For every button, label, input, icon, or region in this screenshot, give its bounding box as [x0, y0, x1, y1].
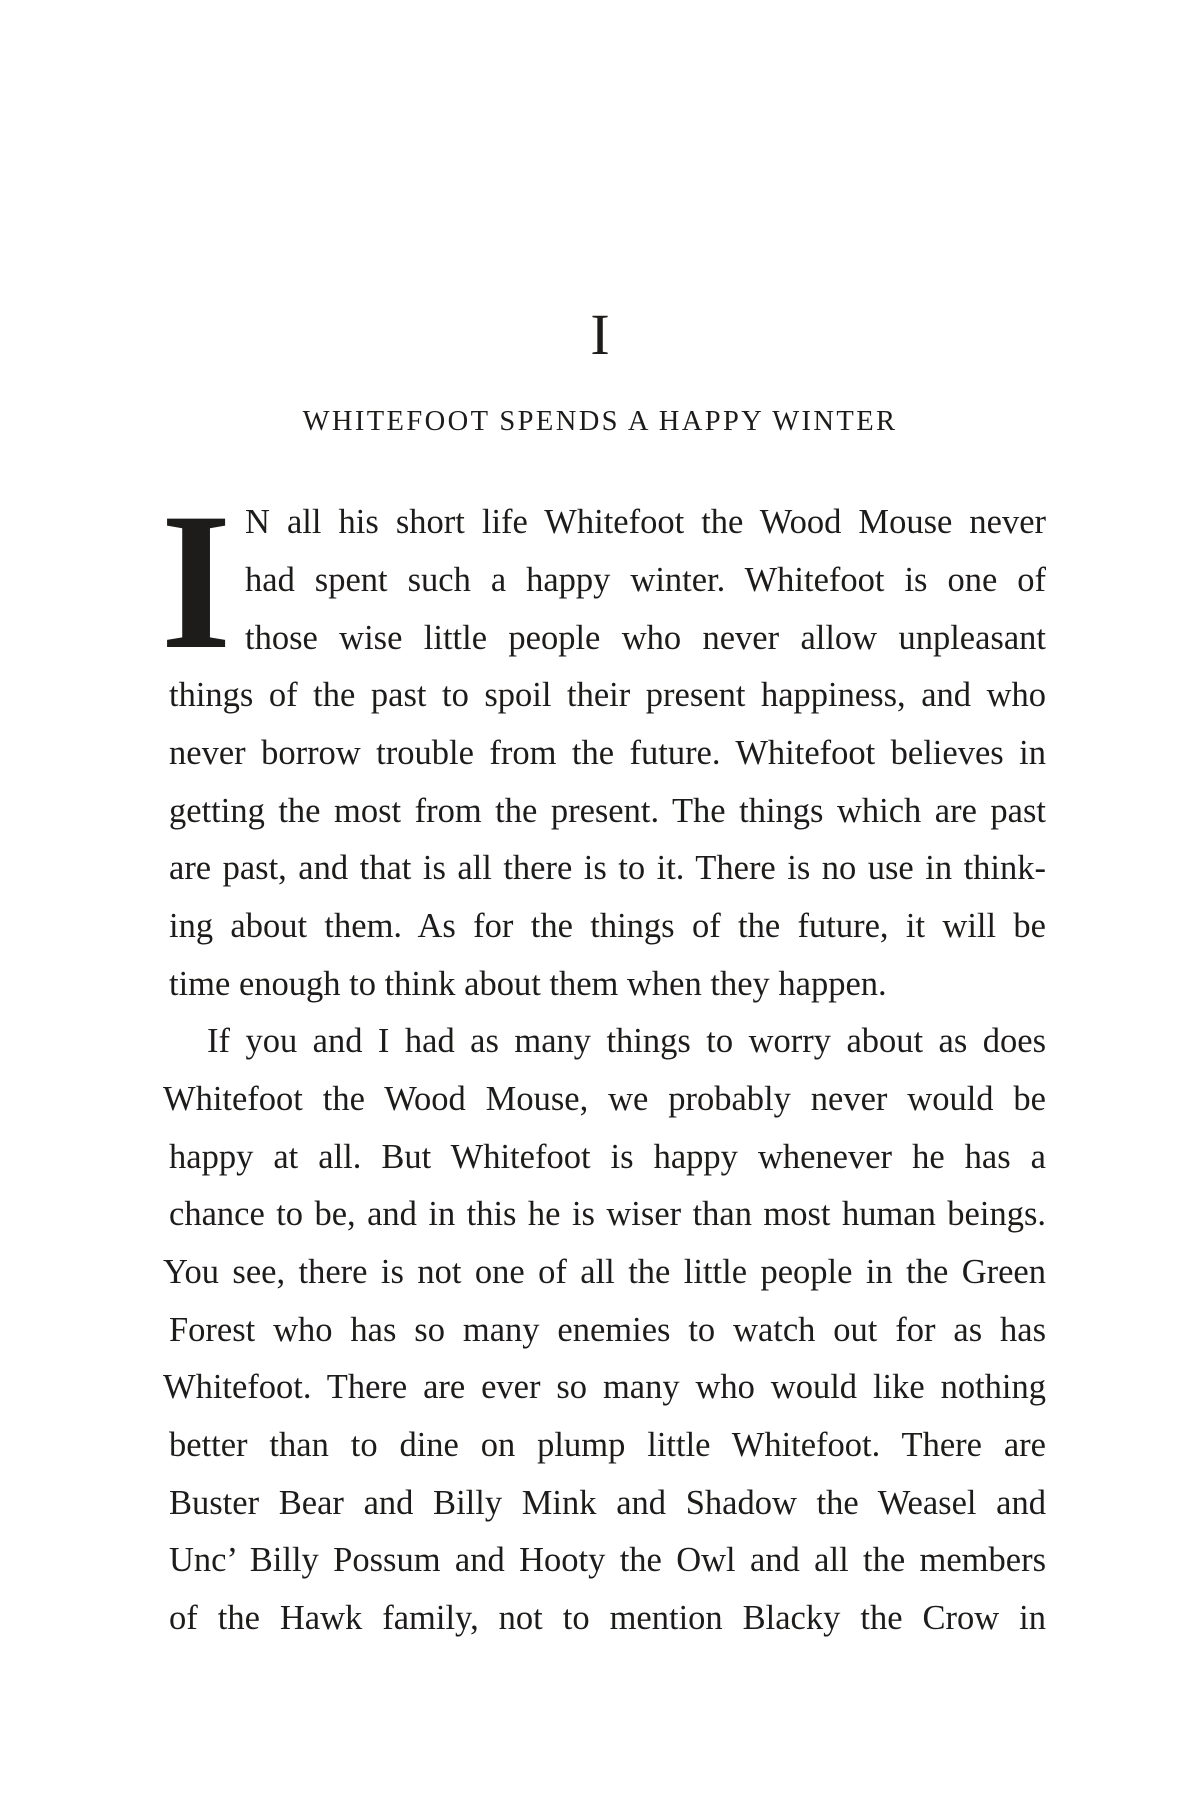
- text-line: chance to be, and in this he is wiser than most human beings.: [169, 1195, 1046, 1233]
- drop-cap: I: [161, 473, 232, 690]
- text-line: You see, there is not one of all the little people in the Green: [163, 1253, 1046, 1291]
- text-line: N all his short life Whitefoot the Wood Mouse never: [245, 503, 1046, 541]
- text-line: Whitefoot. There are ever so many who would like nothing: [163, 1368, 1046, 1406]
- text-line: Unc’ Billy Possum and Hooty the Owl and all the members: [169, 1541, 1046, 1579]
- text-line: time enough to think about them when they happen.: [169, 965, 887, 1003]
- text-line: those wise little people who never allow unpleasant: [245, 619, 1046, 657]
- text-line: happy at all. But Whitefoot is happy whenever he has a: [169, 1138, 1046, 1176]
- text-line: things of the past to spoil their present happiness, and who: [169, 676, 1046, 714]
- text-line: had spent such a happy winter. Whitefoot is one of: [245, 561, 1046, 599]
- text-line: If you and I had as many things to worry about as does: [207, 1022, 1046, 1060]
- text-line: Whitefoot the Wood Mouse, we probably never would be: [163, 1080, 1046, 1118]
- text-line: ing about them. As for the things of the future, it will be: [169, 907, 1046, 945]
- text-line: better than to dine on plump little Whitefoot. There are: [169, 1426, 1046, 1464]
- chapter-title: WHITEFOOT SPENDS A HAPPY WINTER: [302, 406, 898, 437]
- text-line: Buster Bear and Billy Mink and Shadow the Weasel and: [169, 1484, 1046, 1522]
- text-line: never borrow trouble from the future. Whitefoot believes in: [169, 734, 1046, 772]
- chapter-number: I: [590, 302, 610, 367]
- text-line: Forest who has so many enemies to watch out for as has: [169, 1311, 1046, 1349]
- text-line: of the Hawk family, not to mention Blacky the Crow in: [169, 1599, 1046, 1637]
- text-line: getting the most from the present. The things which are past: [169, 792, 1046, 830]
- text-line: are past, and that is all there is to it. There is no use in think-: [169, 849, 1046, 887]
